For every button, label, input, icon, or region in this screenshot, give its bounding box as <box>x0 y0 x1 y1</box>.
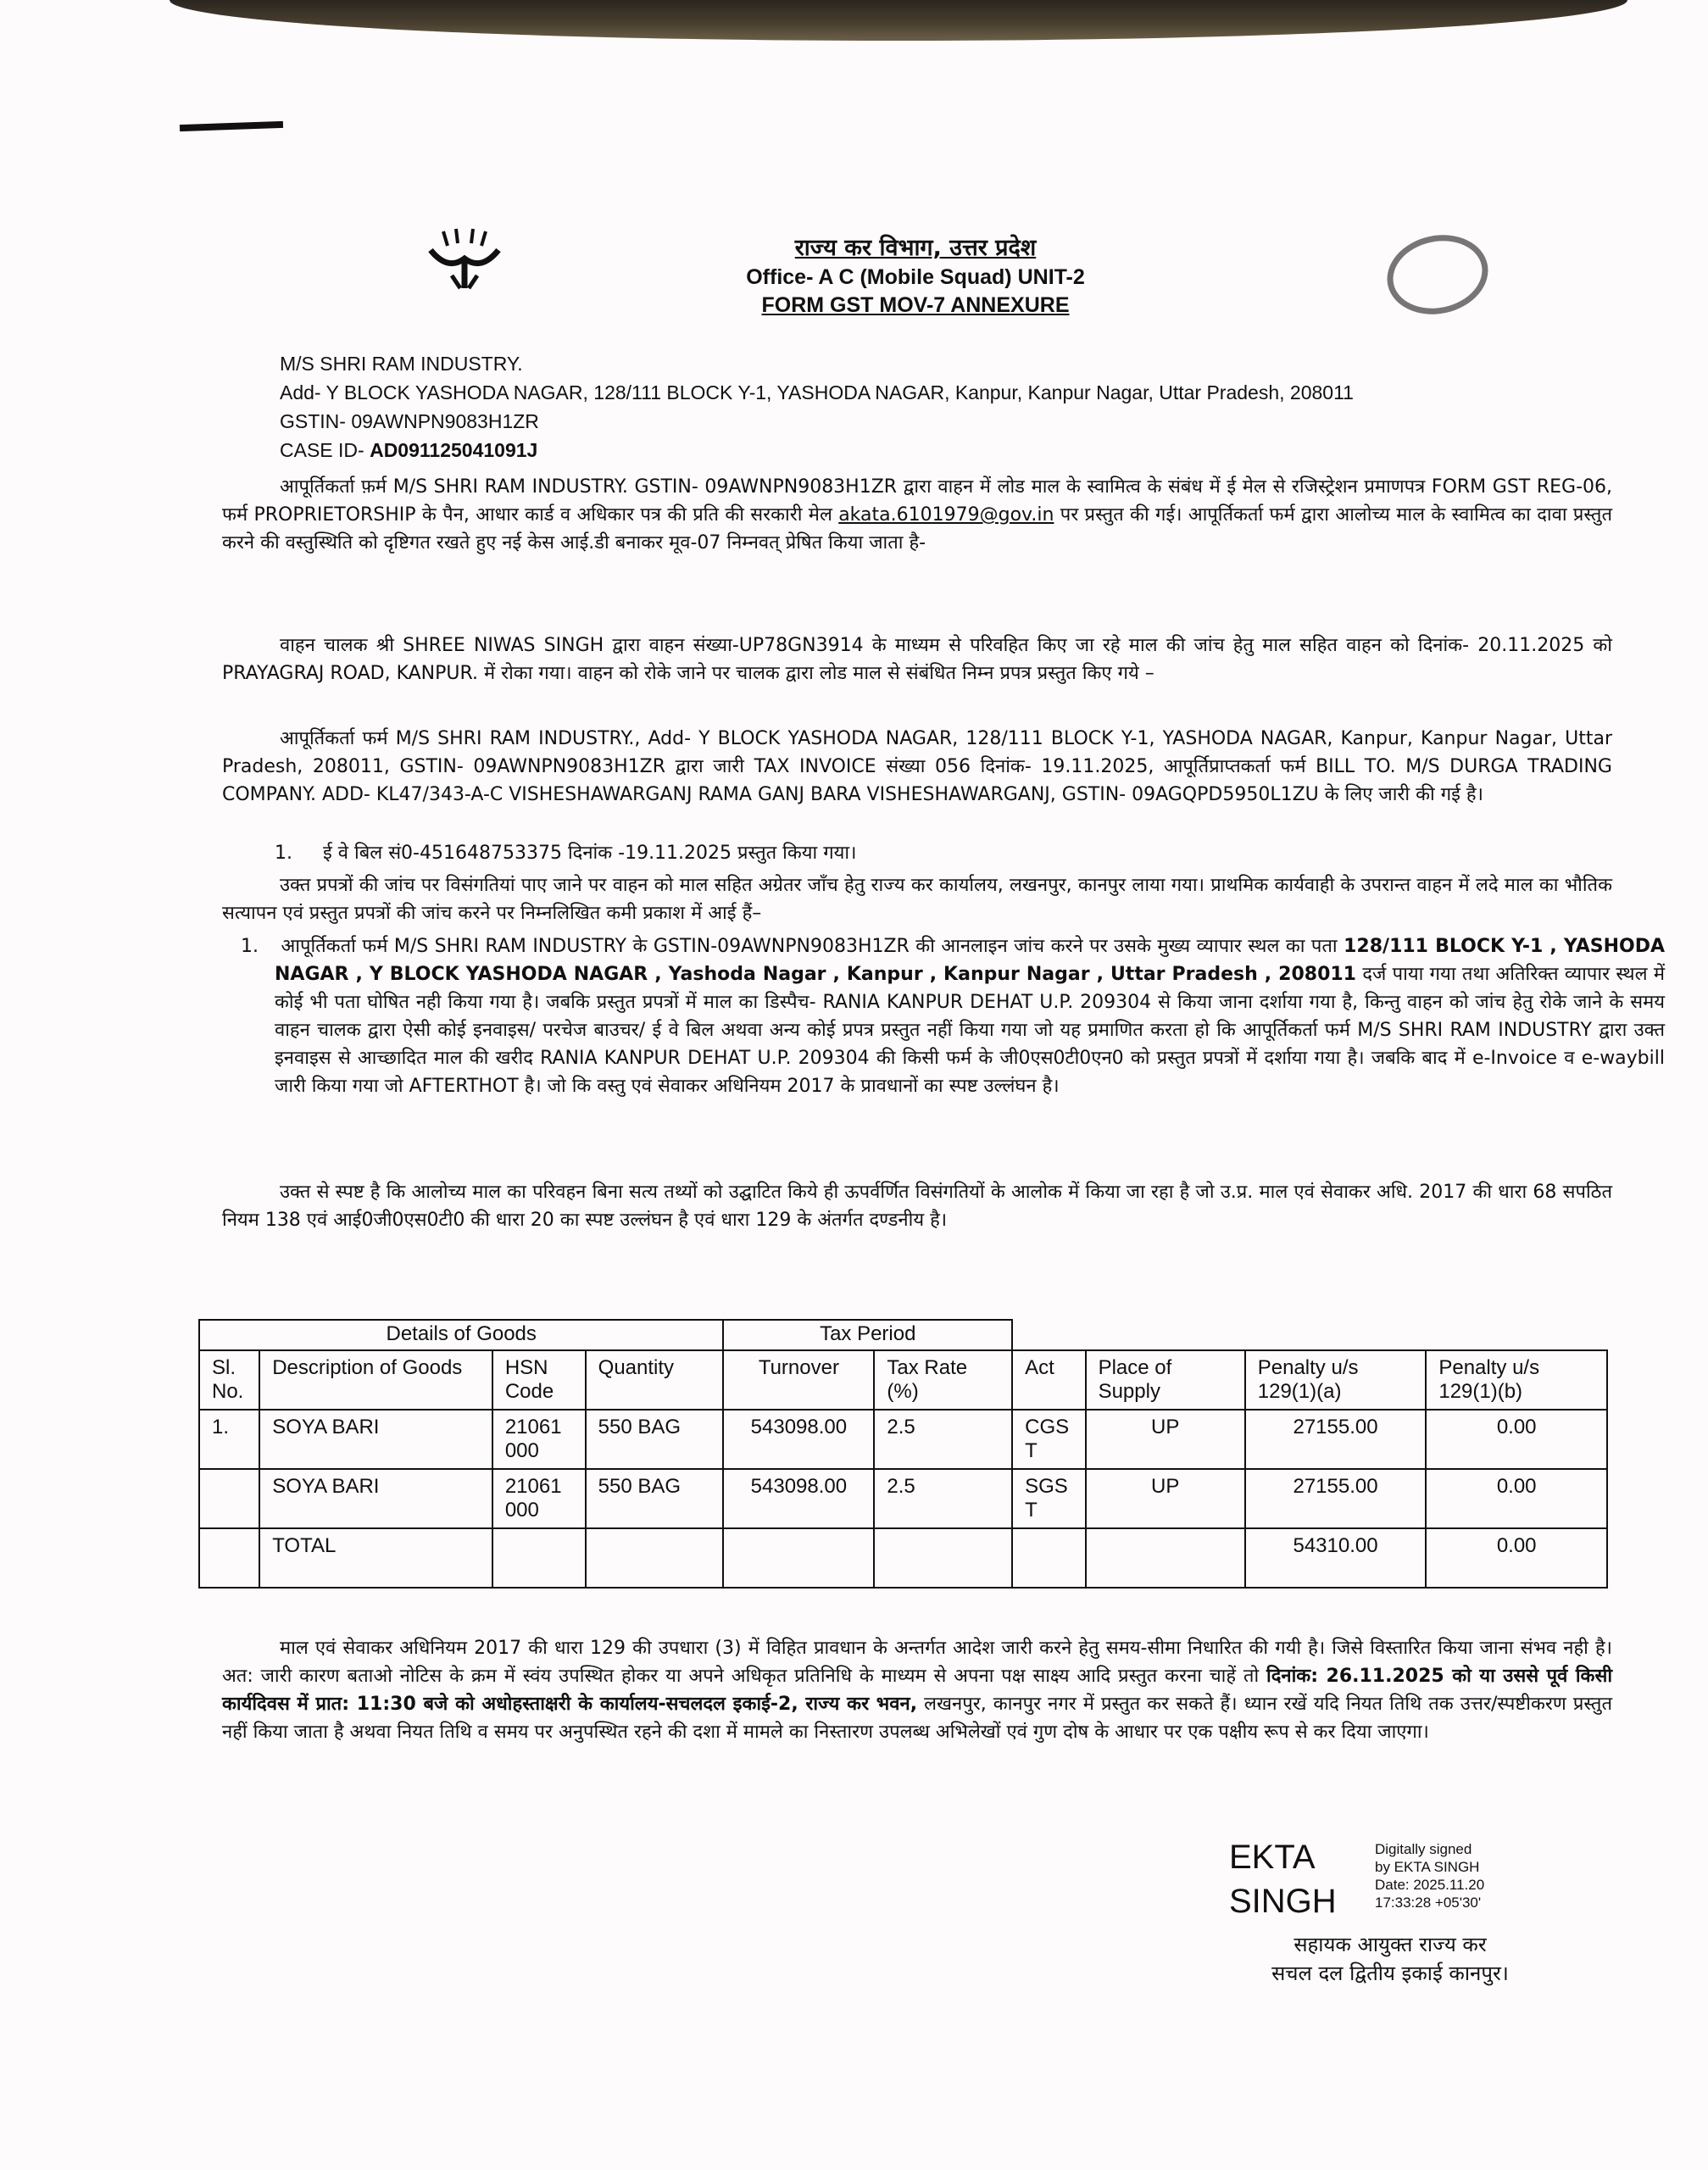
paragraph-ownership-claim <box>222 473 1612 557</box>
cell-empty <box>1086 1528 1245 1588</box>
empty-header-cell <box>1012 1320 1607 1350</box>
cell-penalty-a: 27155.00 <box>1245 1410 1427 1469</box>
cell-turnover: 543098.00 <box>723 1410 874 1469</box>
cell-description: SOYA BARI <box>259 1469 492 1528</box>
cell-tax-rate: 2.5 <box>874 1410 1012 1469</box>
cell-hsn: 21061000 <box>492 1410 586 1469</box>
table-total-row <box>199 1528 1607 1588</box>
paragraph-discrepancies: उक्त प्रपत्रों की जांच पर विसंगतियां पाए जाने पर वाहन को माल सहित अग्रेतर जाँच हेतु राज्य कर कार्यालय, लखनपुर, कानपुर लाया गया। प्राथमिक कार्यवाही के उपरान्त वाहन में लदे माल का भौतिक सत्यापन एवं प्रस्तुत प्रपत्रों की जांच करने पर निम्नलिखित कमी प्रकाश में आई हैं– <box>222 875 1612 924</box>
paragraph-text: माल एवं सेवाकर अधिनियम 2017 की धारा 129 की उपधारा (3) में विहित प्रावधान के अन्तर्गत आदेश जारी करने हेतु समय-सीमा निधारित की गयी है। जिसे विस्तारित किया जाना संभव नही है। अत: जारी कारण बताओ नोटिस के क्रम में स्वंय उपस्थित होकर या अपने अधिकृत प्रतिनिधि के माध्यम से अपना पक्ष साक्ष्य आदि प्रस्तुत करना चाहें तो <box>222 1638 1612 1687</box>
designation-line: सचल दल द्वितीय इकाई कानपुर। <box>1271 1961 1509 1985</box>
cell-empty <box>1012 1528 1085 1588</box>
cell-place: UP <box>1086 1469 1245 1528</box>
office-title: Office- A C (Mobile Squad) UNIT-2 <box>746 265 1085 289</box>
hearing-date-time: दिनांक: 26.11.2025 को या उससे पूर्व किसी कार्यदिवस में प्रात: 11:30 बजे को अधोहस्ताक्षरी के कार्यालय-सचलदल इकाई-2, राज्य कर भवन, <box>222 1666 1613 1715</box>
registered-address: 128/111 BLOCK Y-1 , YASHODA NAGAR , Y BLOCK YASHODA NAGAR , Yashoda Nagar , Kanpur , Kanpur Nagar , Uttar Pradesh , 208011 <box>275 936 1665 985</box>
list-text: दर्ज पाया गया तथा अतिरिक्त व्यापार स्थल में कोई भी पता घोषित नही किया गया है। जबकि प्रस्तुत प्रपत्रों में माल का डिस्पैच- RANIA KANPUR DEHAT U.P. 209304 से किया जाना दर्शाया गया है, किन्तु वाहन को जांच हेतु रोके जाने के समय वाहन चालक द्वारा ऐसी कोई इनवाइस/ परचेज बाउचर/ ई वे बिल अथवा अन्य कोई प्रपत्र प्रस्तुत नहीं किया गया जो यह प्रमाणित करता हो कि आपूर्तिकर्ता फर्म M/S SHRI RAM INDUSTRY द्वारा उक्त इनवाइस से आच्छादित माल की खरीद RANIA KANPUR DEHAT U.P. 209304 की किसी फर्म के जी0एस0टी0एन0 को प्रस्तुत प्रपत्रों में दर्शाया गया है। जबकि बाद में e-Invoice व e-waybill जारी किया गया जो AFTERTHOT है। जो कि वस्तु एवं सेवाकर अधिनियम 2017 के प्रावधानों का स्पष्ट उल्लंघन है। <box>275 964 1665 1097</box>
form-title: FORM GST MOV-7 ANNEXURE <box>761 293 1070 317</box>
cell-sl: 1. <box>199 1410 259 1469</box>
cell-sl <box>199 1469 259 1528</box>
paragraph-hearing-notice <box>222 1634 1612 1746</box>
col-tax-rate: Tax Rate (%) <box>874 1350 1012 1410</box>
col-act: Act <box>1012 1350 1085 1410</box>
paragraph-vehicle-stop: वाहन चालक श्री SHREE NIWAS SINGH द्वारा वाहन संख्या-UP78GN3914 के माध्यम से परिवहित किए जा रहे माल की जांच हेतु माल सहित वाहन को दिनांक- 20.11.2025 को PRAYAGRAJ ROAD, KANPUR. में रोका गया। वाहन को रोके जाने पर चालक द्वारा लोड माल से संबंधित निम्न प्रपत्र प्रस्तुत किए गये – <box>222 635 1612 684</box>
cell-hsn: 21061000 <box>492 1469 586 1528</box>
cell-act: SGST <box>1012 1469 1085 1528</box>
case-id-label: CASE ID- <box>280 439 364 461</box>
list-number: 1. <box>241 936 259 957</box>
signatory-last-name: SINGH <box>1229 1883 1337 1920</box>
cell-act: CGST <box>1012 1410 1085 1469</box>
party-name: M/S SHRI RAM INDUSTRY. <box>280 353 523 375</box>
discrepancy-item <box>222 932 1665 1100</box>
col-place-of-supply: Place of Supply <box>1086 1350 1245 1410</box>
col-penalty-a: Penalty u/s 129(1)(a) <box>1245 1350 1427 1410</box>
group-tax-period: Tax Period <box>723 1320 1012 1350</box>
col-hsn: HSN Code <box>492 1350 586 1410</box>
party-gstin: GSTIN- 09AWNPN9083H1ZR <box>280 410 539 432</box>
cell-total-label: TOTAL <box>259 1528 492 1588</box>
goods-table <box>198 1319 1608 1589</box>
document-header <box>661 231 1170 318</box>
designation-line: सहायक आयुक्त राज्य कर <box>1294 1933 1487 1956</box>
cell-penalty-b: 0.00 <box>1426 1469 1607 1528</box>
cell-empty <box>492 1528 586 1588</box>
table-row <box>199 1469 1607 1528</box>
case-id-value: AD091125041091J <box>370 439 538 461</box>
cell-total-penalty-b: 0.00 <box>1426 1528 1607 1588</box>
table-group-header-row <box>199 1320 1607 1350</box>
col-penalty-b: Penalty u/s 129(1)(b) <box>1426 1350 1607 1410</box>
case-id-row <box>280 436 1619 465</box>
digital-sign-line: by EKTA SINGH <box>1375 1859 1480 1875</box>
party-address: Add- Y BLOCK YASHODA NAGAR, 128/111 BLOCK Y-1, YASHODA NAGAR, Kanpur, Kanpur Nagar, Uttar Pradesh, 208011 <box>280 381 1354 403</box>
digital-sign-date: Date: 2025.11.20 <box>1375 1877 1485 1893</box>
list-number: 1. <box>275 843 292 864</box>
list-text: आपूर्तिकर्ता फर्म M/S SHRI RAM INDUSTRY के GSTIN-09AWNPN9083H1ZR की आनलाइन जांच करने पर उसके मुख्य व्यापार स्थल का पता <box>281 936 1338 957</box>
digital-signature-meta <box>1375 1840 1484 1911</box>
paragraph-invoice: आपूर्तिकर्ता फर्म M/S SHRI RAM INDUSTRY., Add- Y BLOCK YASHODA NAGAR, 128/111 BLOCK Y-1, YASHODA NAGAR, Kanpur, Kanpur Nagar, Uttar Pradesh, 208011, GSTIN- 09AWNPN9083H1ZR द्वारा जारी TAX INVOICE संख्या 056 दिनांक- 19.11.2025, आपूर्तिप्राप्तकर्ता फर्म BILL TO. M/S DURGA TRADING COMPANY. ADD- KL47/343-A-C VISHESHAWARGANJ RAMA GANJ BARA VISHESHAWARGANJ, GSTIN- 09AGQPD5950L1ZU के लिए जारी की गई है। <box>222 728 1612 805</box>
department-title: राज्य कर विभाग, उत्तर प्रदेश <box>794 235 1037 261</box>
cell-empty <box>874 1528 1012 1588</box>
digital-sign-time: 17:33:28 +05'30' <box>1375 1895 1482 1911</box>
cell-place: UP <box>1086 1410 1245 1469</box>
digital-sign-line: Digitally signed <box>1375 1841 1472 1857</box>
paragraph-text: लखनपुर, कानपुर नगर में प्रस्तुत कर सकते हैं। ध्यान रखें यदि नियत तिथि तक उत्तर/स्पष्टीकरण प्रस्तुत नहीं किया जाता है अथवा नियत तिथि व समय पर अनुपस्थित रहने की दशा में मामले का निस्तारण उपलब्ध अभिलेखों एवं गुण दोष के आधार पर एक पक्षीय रूप से कर दिया जाएगा। <box>222 1694 1612 1743</box>
col-turnover: Turnover <box>723 1350 874 1410</box>
group-details-of-goods: Details of Goods <box>199 1320 723 1350</box>
col-sl-no: Sl. No. <box>199 1350 259 1410</box>
signatory-name <box>1229 1835 1337 1923</box>
cell-empty <box>723 1528 874 1588</box>
cell-turnover: 543098.00 <box>723 1469 874 1528</box>
paragraph-violation: उक्त से स्पष्ट है कि आलोच्य माल का परिवहन बिना सत्य तथ्यों को उद्घाटित किये ही ऊपर्वर्णित विसंगतियों के आलोक में किया जा रहा है जो उ.प्र. माल एवं सेवाकर अधि. 2017 की धारा 68 सपठित नियम 138 एवं आई0जी0एस0टी0 की धारा 20 का स्पष्ट उल्लंघन है एवं धारा 129 के अंतर्गत दण्डनीय है। <box>222 1182 1612 1231</box>
signatory-first-name: EKTA <box>1229 1839 1316 1876</box>
table-row <box>199 1410 1607 1469</box>
cell-quantity: 550 BAG <box>586 1410 724 1469</box>
scan-edge-shadow <box>170 0 1627 41</box>
col-description: Description of Goods <box>259 1350 492 1410</box>
cell-tax-rate: 2.5 <box>874 1469 1012 1528</box>
cell-penalty-a: 27155.00 <box>1245 1469 1427 1528</box>
list-text: ई वे बिल सं0-451648753375 दिनांक -19.11.2025 प्रस्तुत किया गया। <box>323 843 857 864</box>
pen-mark <box>180 121 283 131</box>
cell-description: SOYA BARI <box>259 1410 492 1469</box>
eway-bill-item <box>222 839 1665 867</box>
paragraph-text: आपूर्तिकर्ता फ़र्म M/S SHRI RAM INDUSTRY. GSTIN- 09AWNPN9083H1ZR द्वारा वाहन में लोड माल के स्वामित्व के संबंध में ई मेल से रजिस्ट्रेशन प्रमाणपत्र FORM GST REG-06, फर्म PROPRIETORSHIP के पैन, आधार कार्ड व अधिकार पत्र की प्रति की सरकारी मेल <box>222 476 1612 526</box>
party-details <box>280 349 1619 465</box>
up-state-emblem-icon <box>422 225 507 292</box>
cell-penalty-b: 0.00 <box>1426 1410 1607 1469</box>
email-link[interactable]: akata.6101979@gov.in <box>838 504 1054 526</box>
table-header-row <box>199 1350 1607 1410</box>
paragraph-text: पर प्रस्तुत की गई। आपूर्तिकर्ता फर्म द्वारा आलोच्य माल के स्वामित्व का दावा प्रस्तुत करने की वस्तुस्थिति को दृष्टिगत रखते हुए नई केस आई.डी बनाकर मूव-07 निम्नवत् प्रेषित किया जाता है- <box>222 504 1612 554</box>
cell-quantity: 550 BAG <box>586 1469 724 1528</box>
office-seal-icon <box>1380 226 1496 324</box>
cell-empty <box>199 1528 259 1588</box>
cell-total-penalty-a: 54310.00 <box>1245 1528 1427 1588</box>
signatory-designation <box>1204 1930 1577 1988</box>
col-quantity: Quantity <box>586 1350 724 1410</box>
cell-empty <box>586 1528 724 1588</box>
